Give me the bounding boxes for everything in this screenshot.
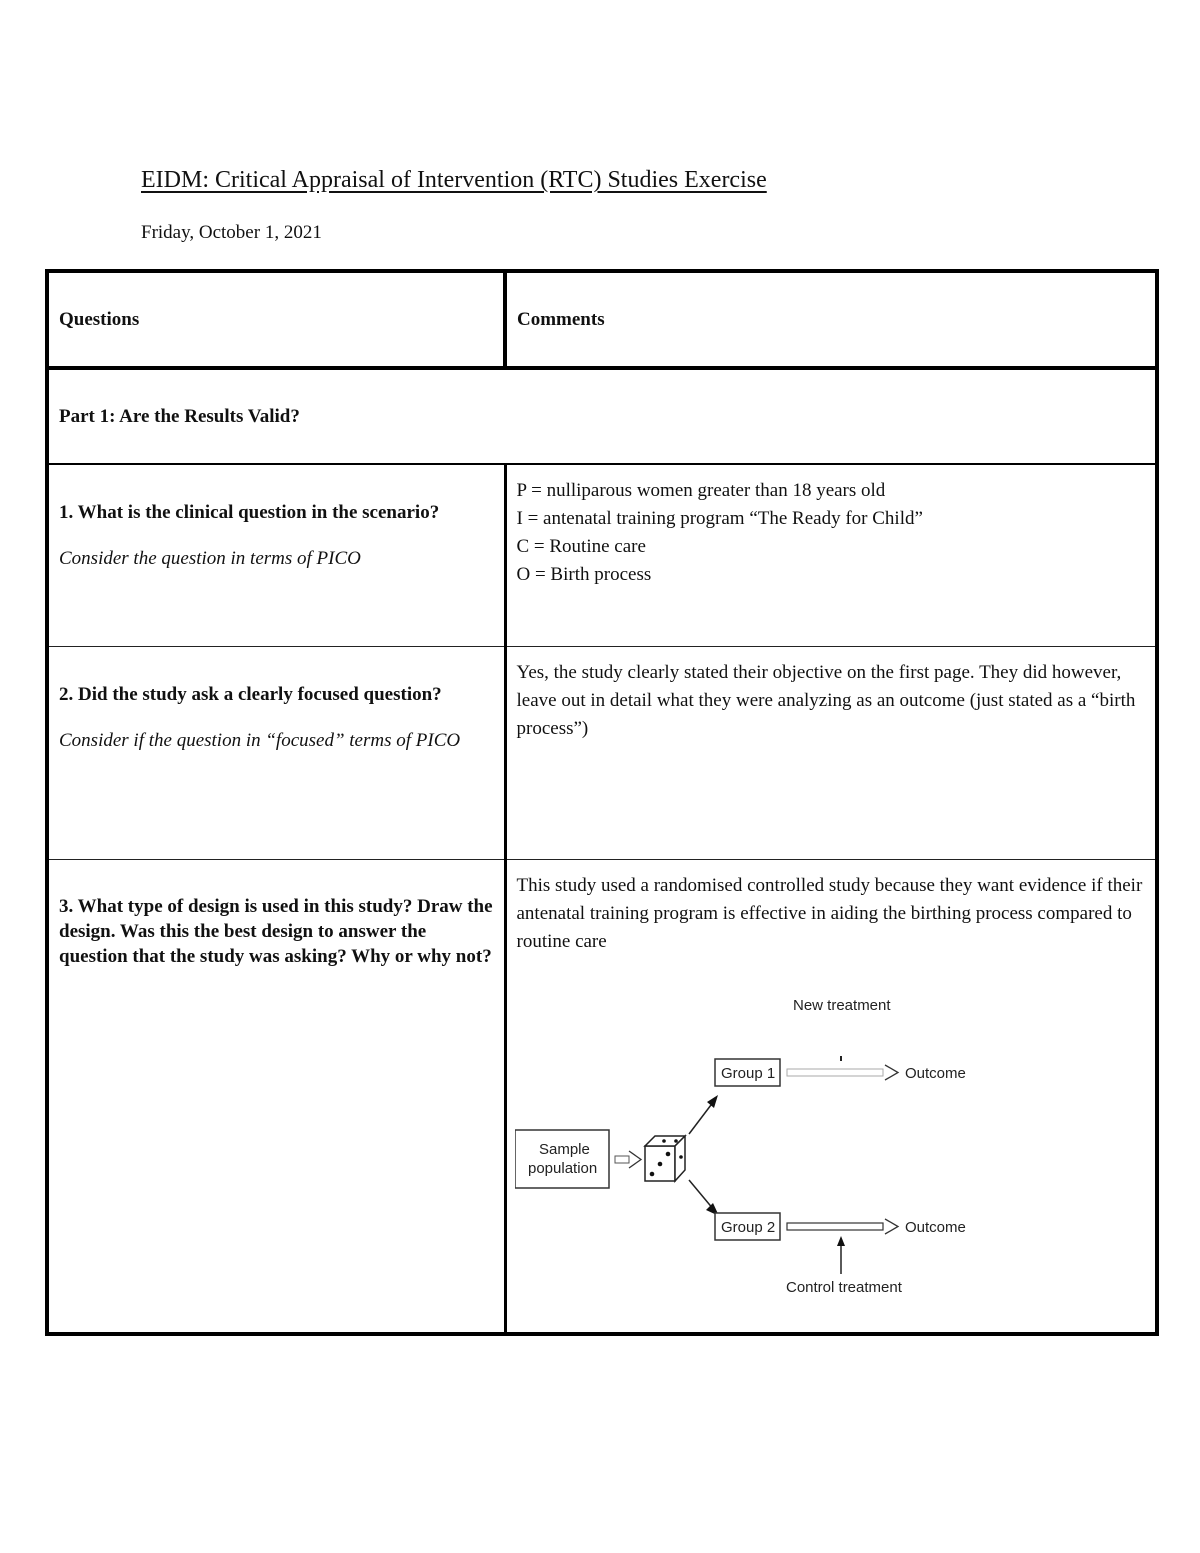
group2-outcome-arrow xyxy=(787,1223,883,1230)
question-cell xyxy=(47,464,505,647)
arrow-to-group1 xyxy=(689,1101,714,1134)
sample-arrowhead xyxy=(629,1151,641,1168)
group2-label: Group 2 xyxy=(720,1219,775,1236)
outcome2-label: Outcome xyxy=(904,1219,966,1236)
part1-heading: Part 1: Are the Results Valid? xyxy=(47,368,1157,464)
document-date: Friday, October 1, 2021 xyxy=(141,222,322,243)
comment-line: I = antenatal training program “The Ready for Child” xyxy=(516,508,923,529)
question-cell xyxy=(47,860,505,1335)
table-row xyxy=(47,464,1157,647)
comment-line: C = Routine care xyxy=(516,536,646,557)
control-treatment-label: Control treatment xyxy=(785,1279,902,1294)
sample-arrow-shaft xyxy=(615,1156,629,1163)
comment-text: This study used a randomised controlled study because they want evidence if their antenatal training program is effective in aiding the birthing process compared to routine care xyxy=(516,875,1143,952)
population-label: population xyxy=(527,1160,597,1177)
table-header-row xyxy=(47,271,1157,368)
comment-line: P = nulliparous women greater than 18 years old xyxy=(516,480,886,501)
group2-arrowhead xyxy=(885,1219,898,1234)
question-hint: Consider the question in terms of PICO xyxy=(59,548,361,569)
question-hint: Consider if the question in “focused” terms of PICO xyxy=(59,730,461,751)
questions-header: Questions xyxy=(47,271,505,368)
comment-text: Yes, the study clearly stated their objective on the first page. They did however, leave out in detail what they were analyzing as an outcome (just stated as a “birth process”) xyxy=(516,662,1136,739)
appraisal-table xyxy=(45,269,1159,1336)
arrow-to-group1-head xyxy=(707,1095,718,1108)
comment-line: O = Birth process xyxy=(516,564,652,585)
new-treatment-label: New treatment xyxy=(792,997,891,1014)
comment-cell xyxy=(505,647,1157,860)
control-treatment-arrowhead xyxy=(837,1236,845,1246)
group1-outcome-arrow xyxy=(787,1069,883,1076)
outcome1-label: Outcome xyxy=(904,1065,966,1082)
question-text: 3. What type of design is used in this study? Draw the design. Was this the best design to answer the question that the study was asking? Why or why not? xyxy=(59,896,493,967)
comment-cell xyxy=(505,464,1157,647)
part1-row xyxy=(47,368,1157,464)
group1-label: Group 1 xyxy=(720,1065,775,1082)
question-text: 2. Did the study ask a clearly focused question? xyxy=(59,684,442,705)
sample-label: Sample xyxy=(538,1141,590,1158)
table-row xyxy=(47,647,1157,860)
sample-population-box xyxy=(515,1130,609,1188)
dice-icon xyxy=(645,1136,685,1181)
question-text: 1. What is the clinical question in the scenario? xyxy=(59,502,440,523)
arrow-to-group2 xyxy=(689,1180,714,1210)
group1-arrowhead xyxy=(885,1065,898,1080)
table-row xyxy=(47,860,1157,1335)
comment-cell xyxy=(505,860,1157,1335)
comments-header: Comments xyxy=(505,271,1157,368)
document-title: EIDM: Critical Appraisal of Intervention (RTC) Studies Exercise xyxy=(141,167,767,193)
question-cell xyxy=(47,647,505,860)
rct-design-diagram xyxy=(515,984,985,1294)
